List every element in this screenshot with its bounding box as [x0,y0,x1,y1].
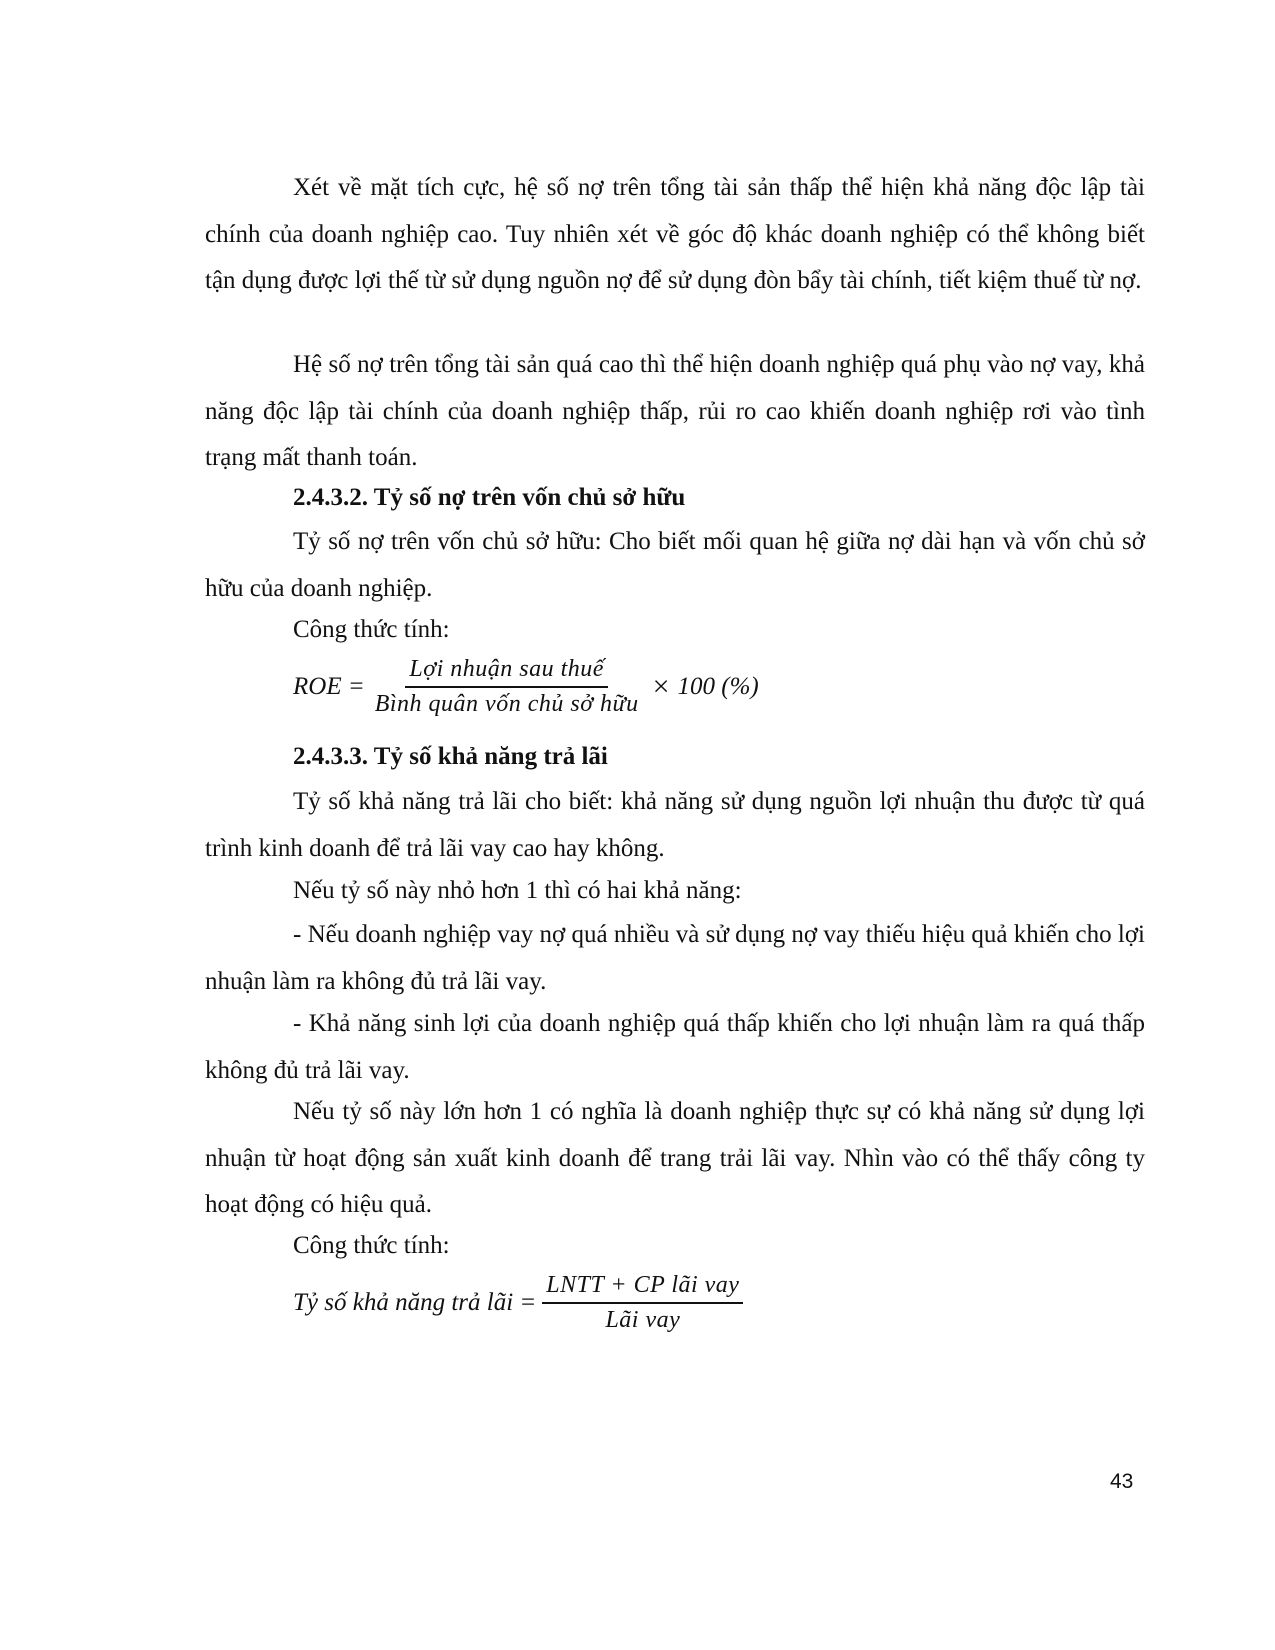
paragraph-less-than-one: Nếu tỷ số này nhỏ hơn 1 thì có hai khả năng: [293,877,742,904]
paragraph-greater-than-one: Nếu tỷ số này lớn hơn 1 có nghĩa là doanh nghiệp thực sự có khả năng sử dụng lợi nhuận từ hoạt động sản xuất kinh doanh để trang trải lãi vay. Nhìn vào có thể thấy công ty hoạt động có hiệu quả. [205,1098,1145,1218]
roe-formula [293,656,759,718]
roe-numerator: Lợi nhuận sau thuế [405,656,607,688]
roe-fraction [371,656,643,718]
paragraph-interest-coverage-definition: Tỷ số khả năng trả lãi cho biết: khả năng sử dụng nguồn lợi nhuận thu được từ quá trình kinh doanh để trả lãi vay cao hay không. [205,788,1145,862]
section-heading-2-4-3-3: 2.4.3.3. Tỷ số khả năng trả lãi [293,743,608,770]
bullet-case-1: - Nếu doanh nghiệp vay nợ quá nhiều và sử dụng nợ vay thiếu hiệu quả khiến cho lợi nhuận làm ra không đủ trả lãi vay. [205,921,1145,995]
paragraph-debt-ratio-positive: Xét về mặt tích cực, hệ số nợ trên tổng tài sản thấp thể hiện khả năng độc lập tài chính của doanh nghiệp cao. Tuy nhiên xét về góc độ khác doanh nghiệp có thể không biết tận dụng được lợi thế từ sử dụng nguồn nợ để sử dụng đòn bẩy tài chính, tiết kiệm thuế từ nợ. [205,174,1145,294]
interest-coverage-lhs: Tỷ số khả năng trả lãi = [293,1289,537,1316]
paragraph-debt-to-equity-definition: Tỷ số nợ trên vốn chủ sở hữu: Cho biết mối quan hệ giữa nợ dài hạn và vốn chủ sở hữu của doanh nghiệp. [205,528,1145,602]
section-heading-2-4-3-2: 2.4.3.2. Tỷ số nợ trên vốn chủ sở hữu [293,484,686,511]
interest-coverage-denominator: Lãi vay [605,1307,681,1333]
interest-coverage-fraction [542,1272,743,1334]
paragraph-debt-ratio-high: Hệ số nợ trên tổng tài sản quá cao thì thể hiện doanh nghiệp quá phụ vào nợ vay, khả năng độc lập tài chính của doanh nghiệp thấp, rủi ro cao khiến doanh nghiệp rơi vào tình trạng mất thanh toán. [205,351,1145,471]
roe-formula-lhs: ROE = [293,673,365,700]
roe-formula-suffix: 100 (%) [677,673,759,700]
interest-coverage-numerator: LNTT + CP lãi vay [542,1272,743,1304]
roe-denominator: Bình quân vốn chủ sở hữu [374,691,639,717]
interest-coverage-formula [293,1272,749,1334]
bullet-case-2: - Khả năng sinh lợi của doanh nghiệp quá thấp khiến cho lợi nhuận làm ra quá thấp không đủ trả lãi vay. [205,1010,1145,1084]
paragraph-formula-label-1: Công thức tính: [293,616,450,643]
page-number: 43 [1110,1470,1134,1493]
paragraph-formula-label-2: Công thức tính: [293,1232,450,1259]
multiply-sign: × [652,670,670,703]
